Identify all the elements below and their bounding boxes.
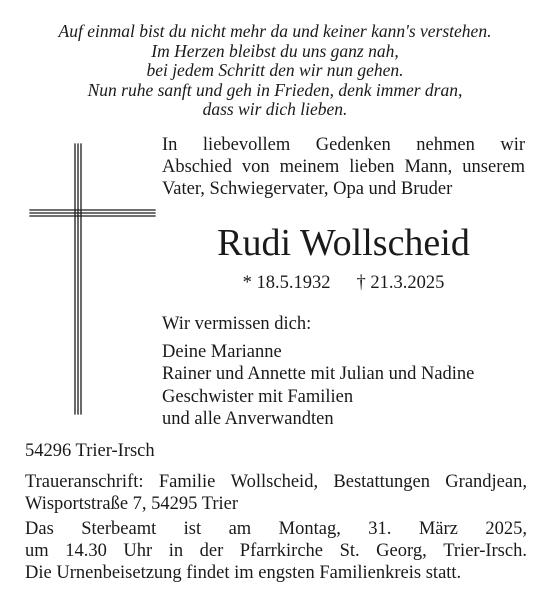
word: Bestattungen bbox=[333, 472, 430, 492]
signer-line: und alle Anverwandten bbox=[162, 408, 334, 429]
intro-text bbox=[162, 134, 525, 200]
word: Abschied bbox=[162, 157, 232, 177]
word: In bbox=[162, 135, 178, 155]
signers-list bbox=[162, 341, 474, 430]
cross-icon bbox=[28, 141, 158, 416]
death-date: † 21.3.2025 bbox=[356, 273, 445, 293]
word: Wollscheid, bbox=[230, 472, 319, 492]
intro-line-1 bbox=[162, 134, 525, 156]
intro-line-3: Vater, Schwiegervater, Opa und Bruder bbox=[162, 179, 453, 199]
word: Gedenken bbox=[315, 135, 391, 155]
deceased-name: Rudi Wollscheid bbox=[217, 222, 470, 264]
word: nehmen bbox=[416, 135, 475, 155]
word: wir bbox=[500, 135, 525, 155]
word: Das bbox=[25, 519, 54, 539]
word: März bbox=[418, 519, 458, 539]
word: Uhr bbox=[123, 541, 153, 561]
word: liebevollem bbox=[202, 135, 291, 155]
word: in bbox=[168, 541, 184, 561]
word: Montag, bbox=[278, 519, 341, 539]
word: unserem bbox=[462, 157, 525, 177]
place: 54296 Trier-Irsch bbox=[25, 441, 155, 461]
poem-line: Nun ruhe sanft und geh in Frieden, denk immer dran, bbox=[87, 79, 463, 100]
mourning-address bbox=[25, 471, 527, 515]
word: Grandjean, bbox=[445, 472, 527, 492]
signer-line: Deine Marianne bbox=[162, 342, 282, 362]
poem-line: dass wir dich lieben. bbox=[202, 99, 348, 120]
address-line-1 bbox=[25, 471, 527, 493]
service-line-1 bbox=[25, 518, 527, 540]
word: Georg, bbox=[376, 541, 427, 561]
word: Traueranschrift: bbox=[25, 472, 144, 492]
word: lieben bbox=[349, 157, 395, 177]
birth-date: * 18.5.1932 bbox=[242, 273, 331, 293]
service-line-2 bbox=[25, 540, 527, 562]
address-line-2: Wisportstraße 7, 54295 Trier bbox=[25, 494, 239, 514]
poem-line: Auf einmal bist du nicht mehr da und keiner kann's verstehen. bbox=[58, 21, 492, 41]
miss-text: Wir vermissen dich: bbox=[162, 314, 312, 334]
word: 14.30 bbox=[65, 541, 107, 561]
poem-line: Im Herzen bleibst du uns ganz nah, bbox=[151, 40, 399, 61]
word: Familie bbox=[158, 472, 216, 492]
service-info bbox=[25, 518, 527, 584]
word: Sterbeamt bbox=[81, 519, 157, 539]
life-dates bbox=[162, 272, 525, 294]
word: der bbox=[199, 541, 224, 561]
word: St. bbox=[339, 541, 360, 561]
word: Trier-Irsch. bbox=[443, 541, 527, 561]
word: von bbox=[241, 157, 270, 177]
poem-line: bei jedem Schritt den wir nun gehen. bbox=[146, 60, 404, 81]
word: ist bbox=[183, 519, 202, 539]
word: um bbox=[25, 541, 49, 561]
intro-line-2 bbox=[162, 156, 525, 178]
signer-line: Rainer und Annette mit Julian und Nadine bbox=[162, 364, 475, 385]
service-line-3: Die Urnenbeisetzung findet im engsten Familienkreis statt. bbox=[25, 563, 462, 583]
word: Mann, bbox=[404, 157, 453, 177]
poem bbox=[20, 22, 530, 120]
word: 2025, bbox=[485, 519, 527, 539]
word: meinem bbox=[279, 157, 340, 177]
word: Pfarrkirche bbox=[239, 541, 324, 561]
word: am bbox=[228, 519, 252, 539]
word: 31. bbox=[368, 519, 392, 539]
signer-line: Geschwister mit Familien bbox=[162, 386, 354, 407]
